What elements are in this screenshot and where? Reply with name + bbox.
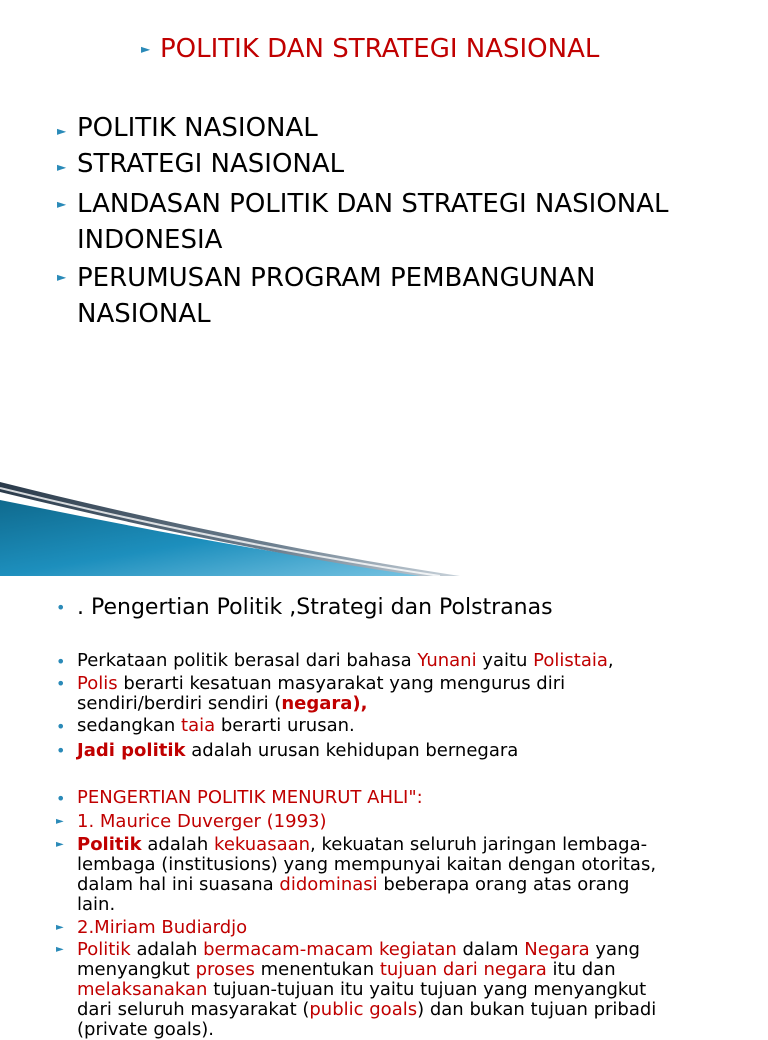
triangle-bullet-icon: ► <box>56 839 64 850</box>
triangle-bullet-icon: ► <box>56 816 64 827</box>
triangle-bullet-icon: ► <box>56 944 64 955</box>
bullet-perumusan-line1: PERUMUSAN PROGRAM PEMBANGUNAN <box>77 263 596 293</box>
dot-bullet-icon: • <box>56 652 66 671</box>
dot-bullet-icon: • <box>56 789 66 808</box>
expert-duverger: 1. Maurice Duverger (1993) <box>77 811 327 832</box>
ahli-heading: PENGERTIAN POLITIK MENURUT AHLI": <box>77 787 423 808</box>
slide-2 <box>0 576 768 1040</box>
dot-bullet-icon: • <box>56 674 66 693</box>
slide-title: POLITIK DAN STRATEGI NASIONAL <box>160 34 600 64</box>
paragraph-jadi-politik: Jadi politik adalah urusan kehidupan bernegara <box>77 740 519 761</box>
paragraph-taia: sedangkan taia berarti urusan. <box>77 715 355 736</box>
triangle-bullet-icon: ► <box>56 922 64 933</box>
dot-bullet-icon: • <box>56 598 66 617</box>
bullet-landasan-line1: LANDASAN POLITIK DAN STRATEGI NASIONAL <box>77 189 669 219</box>
triangle-bullet-icon: ► <box>57 124 67 138</box>
paragraph-perkataan: Perkataan politik berasal dari bahasa Yunani yaitu Polistaia, <box>77 650 614 671</box>
dot-bullet-icon: • <box>56 741 66 760</box>
triangle-bullet-icon: ► <box>57 160 67 174</box>
bullet-strategi-nasional: STRATEGI NASIONAL <box>77 149 345 179</box>
triangle-bullet-icon: ► <box>141 42 151 56</box>
bullet-landasan-line2: INDONESIA <box>77 225 223 255</box>
triangle-bullet-icon: ► <box>57 270 67 284</box>
section-heading: . Pengertian Politik ,Strategi dan Polstranas <box>77 595 553 620</box>
definition-duverger: Politik adalah kekuasaan, kekuatan seluruh jaringan lembaga- lembaga (institusions) yang mempunyai kaitan dengan otoritas, dalam hal ini suasana didominasi beberapa orang atas orang lain. <box>77 834 657 915</box>
triangle-bullet-icon: ► <box>57 197 67 211</box>
expert-budiardjo: 2.Miriam Budiardjo <box>77 917 248 938</box>
bullet-politik-nasional: POLITIK NASIONAL <box>77 113 318 143</box>
dot-bullet-icon: • <box>56 717 66 736</box>
decorative-swoosh <box>0 470 768 576</box>
definition-budiardjo: Politik adalah bermacam-macam kegiatan dalam Negara yang menyangkut proses menentukan tujuan dari negara itu dan melaksanakan tujuan-tujuan itu yaitu tujuan yang menyangkut dari seluruh masyarakat (public goals) dan bukan tujuan pribadi (private goals). <box>77 939 657 1040</box>
bullet-perumusan-line2: NASIONAL <box>77 299 211 329</box>
paragraph-polis: Polis berarti kesatuan masyarakat yang mengurus diri sendiri/berdiri sendiri (negara), <box>77 673 566 714</box>
